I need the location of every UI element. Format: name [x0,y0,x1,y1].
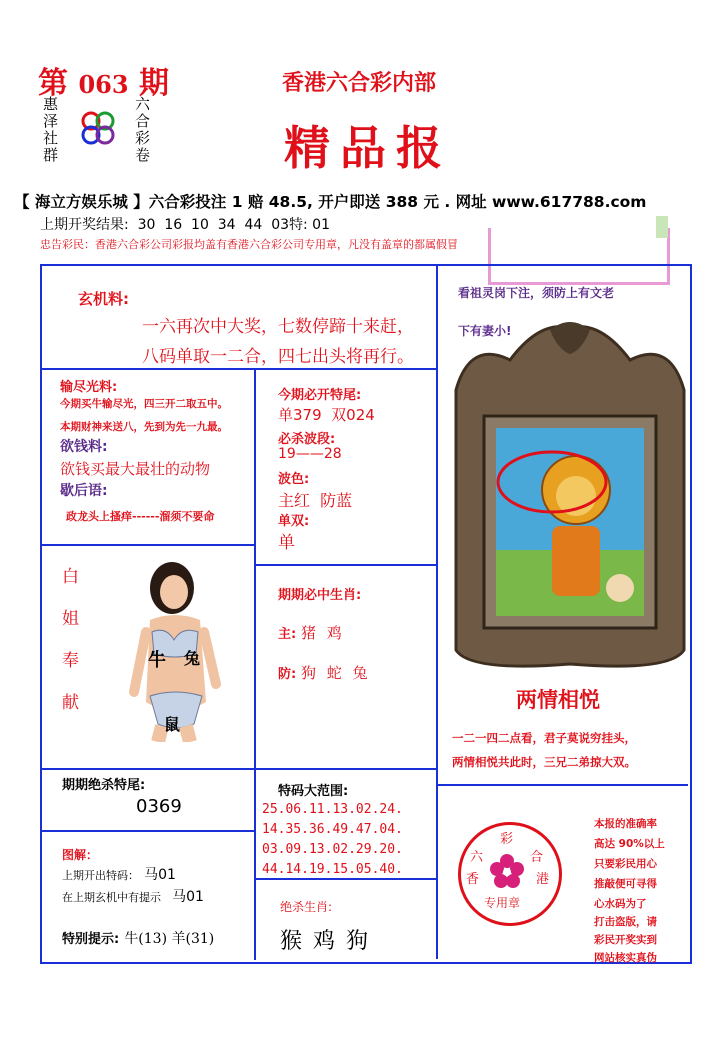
framed-painting [450,320,690,672]
divider-xuanji [42,368,436,370]
figure-arm-right [204,632,216,684]
tujie-line2-value: 马01 [172,889,204,905]
zodiac-guard-label: 防: [278,667,297,682]
issue-suffix: 期 [139,66,170,101]
odd-value: 单 [278,533,295,553]
accuracy-line-2: 高达 90%以上 [594,838,665,850]
right-top-line2: 下有妻小! [458,324,512,338]
baijie-char-1: 白 [62,567,79,587]
divider-middle-zodiac [256,564,436,566]
overlay-rabbit: 兔 [184,649,201,668]
seal-left2: 香 [466,872,480,887]
baijie-char-3: 奉 [62,651,79,671]
accuracy-line-6: 打击盗版，请 [594,916,657,928]
shujin-label: 输尽光料: [60,380,118,395]
shujin-line2: 本期财神来送八，先到为先一九最。 [60,421,228,433]
divider-middle-kill [256,878,436,880]
divider-shujin [42,544,254,546]
main-title: 精品报 [284,121,452,175]
issue-prefix: 第 [38,66,68,101]
seal-flower-icon [488,852,526,890]
xuanji-line2: 八码单取一二合，四七出头将再行。 [142,347,414,367]
divider-middle-range [256,768,436,770]
kill-zodiac-label: 绝杀生肖: [280,900,333,914]
divider-middle-column [254,368,256,960]
issue-number-value: 063 [78,70,129,99]
accuracy-line-5: 心水码为了 [594,898,647,910]
poem-line2: 两情相悦共此时，三兄二弟掠大双。 [452,755,636,769]
accuracy-line-8: 网站核实真伪 [594,952,657,964]
range-row-1: 25.06.11.13.02.24. [262,802,403,817]
painting-caption: 两情相悦 [516,687,600,712]
wave-value: 19——28 [278,446,342,462]
left-vertical-b: 六合彩卷 [133,96,151,164]
tujie-label: 图解： [62,848,99,862]
yuqian-text: 欲钱买最大最壮的动物 [60,460,211,478]
zodiac-main-label: 主: [278,627,297,642]
range-row-2: 14.35.36.49.47.04. [262,822,403,837]
range-label: 特码大范围: [278,784,349,799]
tail-label: 今期必开特尾: [278,388,362,403]
accuracy-line-3: 只要彩民用心 [594,858,657,870]
seal-right1: 合 [530,850,544,865]
divider-right-poem [438,784,688,786]
last-result: 上期开奖结果: 30 16 10 34 44 03特: 01 [40,217,330,233]
baijie-char-2: 姐 [62,609,79,629]
special-tip [62,928,214,948]
special-tip-value: 牛(13) 羊(31) [124,931,215,947]
zodiac-guard-row [278,662,371,683]
yuqian-label: 欲钱料: [60,439,108,455]
zodiac-main-row [278,622,345,643]
seal-left1: 六 [470,850,484,865]
tujie-line2 [62,886,204,906]
tujie-line1-label: 上期开出特码： [62,869,139,882]
xuanji-line1: 一六再次中大奖，七数停蹄十来赶， [142,317,414,337]
range-row-3: 03.09.13.02.29.20. [262,842,403,857]
tail-value: 单379 双024 [278,406,375,424]
zodiac-guard-value: 狗 蛇 兔 [300,664,371,682]
kill-tail-label: 期期绝杀特尾: [62,778,146,793]
xiehou-label: 歇后语: [60,483,108,499]
divider-kill-tail [42,830,254,832]
figure-face [160,575,188,609]
kill-tail-value: 0369 [136,796,182,817]
accuracy-line-4: 推敲便可寻得 [594,878,657,890]
lion-body [552,526,600,596]
baijie-char-4: 献 [62,693,79,713]
zodiac-label: 期期必中生肖: [278,588,362,603]
overlay-rat: 鼠 [164,715,181,734]
color-value: 主红 防蓝 [278,491,353,510]
range-row-4: 44.14.19.15.05.40. [262,862,403,877]
kill-zodiac-value: 猴 鸡 狗 [280,929,370,954]
xuanji-label: 玄机料: [78,290,129,308]
group-logo [78,108,118,148]
figure-arm-left [134,632,146,692]
odd-label: 单双: [278,514,310,529]
small-character [606,574,634,602]
special-tip-label: 特别提示: [62,932,120,947]
warning-text: 忠告彩民：香港六合彩公司彩报均盖有香港六合彩公司专用章，凡没有盖章的都属假冒 [40,238,458,251]
poem-line1: 一二一四二点看，君子莫说穷挂头， [452,731,636,745]
accuracy-line-1: 本报的准确率 [594,818,657,830]
zodiac-main-value: 猪 鸡 [300,624,345,642]
wave-label: 必杀波段: [278,432,336,447]
header-decoration-green [656,216,668,238]
overlay-ox: 牛 [148,650,166,671]
tujie-line1 [62,864,176,884]
tujie-line2-label: 在上期玄机中有提示 [62,891,161,904]
divider-left-column [436,265,438,959]
divider-photo [42,768,254,770]
seal-bottom: 专用章 [484,896,521,910]
color-label: 波色: [278,472,310,487]
accuracy-line-7: 彩民开奖实到 [594,934,657,946]
left-vertical-a: 惠泽社群 [41,96,59,164]
top-title: 香港六合彩内部 [282,70,437,96]
seal-right2: 港 [536,872,550,887]
shujin-line1: 今期买牛输尽光，四三开二取五中。 [60,398,228,410]
tujie-line1-value: 马01 [144,867,176,883]
xiehou-text: 政龙头上搔痒------溜须不要命 [66,510,215,523]
right-top-line1: 看祖灵岗下注，须防上有文老 [458,286,615,300]
ad-line: 【 海立方娱乐城 】六合彩投注 1 赔 48.5, 开户即送 388 元 . 网址 www.617788.com [14,193,647,211]
seal-top: 彩 [500,832,514,847]
